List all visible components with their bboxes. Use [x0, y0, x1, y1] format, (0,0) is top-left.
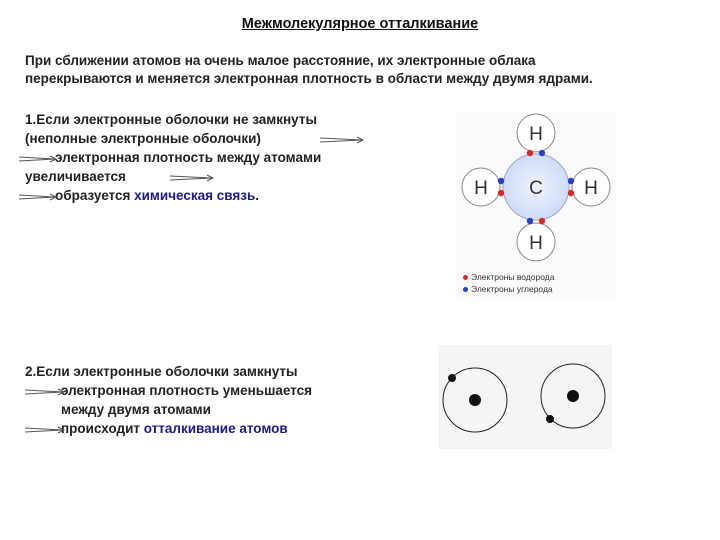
carbon-electron	[527, 218, 533, 224]
section2-line	[25, 362, 312, 381]
arrow-icon	[170, 174, 216, 182]
red-dot-icon	[463, 275, 468, 280]
intro-line: При сближении атомов на очень малое расстояние, их электронные облака	[25, 53, 536, 68]
section2-text: между двумя атомами	[61, 402, 211, 417]
section1-text: .	[255, 188, 260, 203]
section-closed-shells	[25, 362, 312, 438]
methane-electron-diagram	[456, 113, 616, 298]
arrow-icon	[25, 426, 67, 434]
arrow-icon	[19, 155, 59, 163]
hydrogen-electron	[568, 190, 574, 196]
section1-text: (неполные электронные оболочки)	[25, 131, 261, 146]
section1-text: увеличивается	[25, 169, 126, 184]
section2-heading: 2.Если электронные оболочки замкнуты	[25, 364, 298, 379]
intro-line: перекрываются и меняется электронная плотность в области между двумя ядрами.	[25, 71, 593, 86]
hydrogen-electron	[527, 150, 533, 156]
legend-label: Электроны водорода	[471, 272, 555, 282]
section2-line	[25, 381, 312, 400]
blue-dot-icon	[463, 287, 468, 292]
atom-label-h-left: H	[474, 178, 488, 199]
hydrogen-electron	[539, 218, 545, 224]
section-open-shells	[25, 110, 321, 205]
section2-line	[25, 419, 312, 438]
section1-heading: 1.Если электронные оболочки не замкнуты	[25, 112, 317, 127]
arrow-icon	[320, 136, 366, 144]
legend-label: Электроны углерода	[471, 284, 553, 294]
legend-carbon	[463, 284, 553, 294]
carbon-electron	[539, 150, 545, 156]
repelling-atoms-diagram	[438, 345, 612, 449]
section2-line	[25, 400, 312, 419]
repulsion-term: отталкивание атомов	[143, 421, 288, 436]
nucleus-right	[567, 390, 579, 402]
section1-line	[25, 110, 321, 129]
legend-hydrogen	[463, 272, 554, 282]
section1-line	[25, 129, 321, 148]
intro-paragraph	[25, 52, 715, 88]
section2-text: происходит	[61, 421, 144, 436]
atom-label-h-right: H	[584, 178, 598, 199]
hydrogen-electron	[498, 190, 504, 196]
atom-label-h-top: H	[529, 124, 543, 145]
repelling-atoms-svg	[438, 345, 612, 449]
section1-text: образуется	[55, 188, 135, 203]
section1-line	[25, 186, 321, 205]
arrow-icon	[19, 193, 59, 201]
electron-left	[448, 374, 456, 382]
section1-line	[25, 167, 321, 186]
electron-right	[546, 415, 554, 423]
carbon-electron	[498, 178, 504, 184]
carbon-electron	[568, 178, 574, 184]
nucleus-left	[469, 394, 481, 406]
arrow-icon	[25, 388, 67, 396]
section2-text: электронная плотность уменьшается	[61, 383, 312, 398]
page-title: Межмолекулярное отталкивание	[241, 16, 479, 32]
section1-line	[25, 148, 321, 167]
section1-text: электронная плотность между атомами	[55, 150, 322, 165]
methane-molecule-svg	[456, 113, 616, 273]
atom-label-h-bottom: H	[529, 233, 543, 254]
chemical-bond-term: химическая связь	[134, 188, 256, 203]
atom-label-c: C	[529, 178, 543, 199]
